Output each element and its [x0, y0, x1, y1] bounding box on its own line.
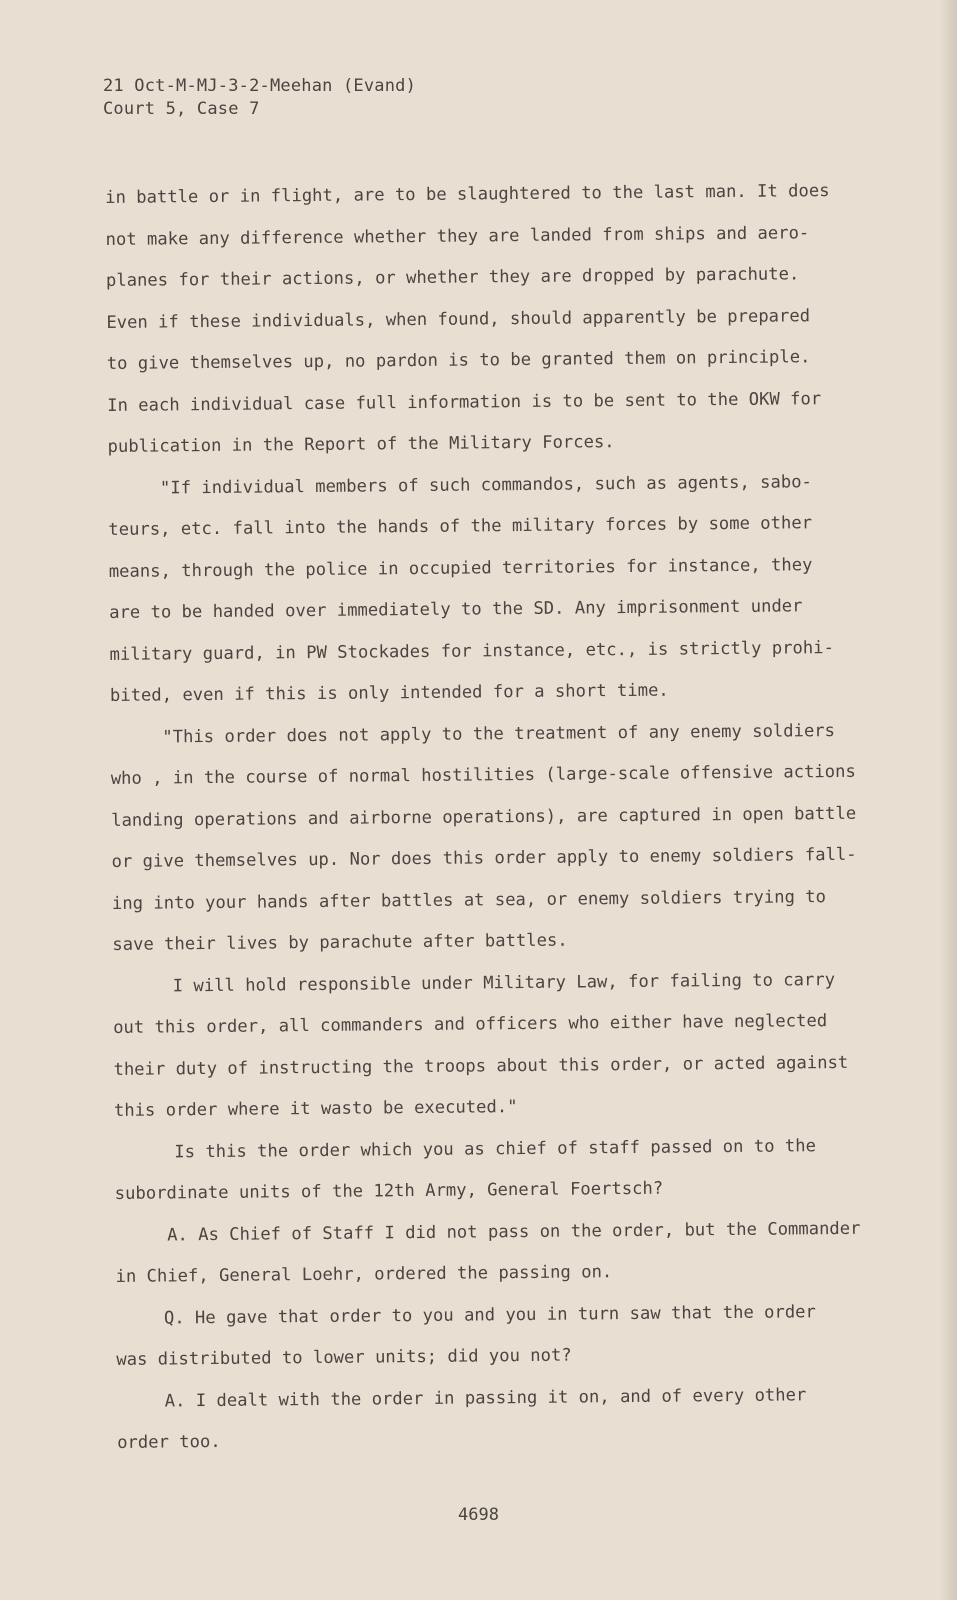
text-line: out this order, all commanders and officers who either have neglected	[113, 1011, 828, 1038]
text-line: their duty of instructing the troops about this order, or acted against	[113, 1052, 849, 1080]
text-line: military guard, in PW Stockades for instance, etc., is strictly prohi-	[109, 637, 834, 665]
text-line: In each individual case full information is to be sent to the OKW for	[107, 388, 822, 416]
page-edge-shadow	[939, 0, 957, 1600]
text-line: teurs, etc. fall into the hands of the military forces by some other	[108, 513, 813, 540]
text-line: I will hold responsible under Military Law, for failing to carry	[172, 969, 836, 996]
transcript-body	[105, 171, 887, 1465]
text-line: in Chief, General Loehr, ordered the passing on.	[115, 1262, 613, 1287]
text-line: publication in the Report of the Military Forces.	[107, 432, 615, 457]
text-line: A. As Chief of Staff I did not pass on the order, but the Commander	[167, 1218, 861, 1245]
text-line: "If individual members of such commandos, such as agents, sabo-	[159, 471, 812, 498]
text-line: subordinate units of the 12th Army, General Foertsch?	[114, 1178, 664, 1204]
text-line: was distributed to lower units; did you not?	[116, 1345, 572, 1370]
page-number: 4698	[458, 1505, 499, 1525]
text-line: bited, even if this is only intended for a short time.	[109, 680, 669, 706]
text-line: Even if these individuals, when found, should apparently be prepared	[106, 305, 811, 333]
text-line: who , in the course of normal hostilities (large-scale offensive actions	[110, 761, 856, 789]
text-line: in battle or in flight, are to be slaughtered to the last man. It does	[105, 181, 830, 208]
header-line-2: Court 5, Case 7	[103, 99, 260, 119]
text-line: are to be handed over immediately to the SD. Any imprisonment under	[109, 596, 803, 623]
text-line: "This order does not apply to the treatment of any enemy soldiers	[162, 720, 836, 747]
text-line: or give themselves up. Nor does this order apply to enemy soldiers fall-	[111, 844, 857, 872]
text-line: A. I dealt with the order in passing it on, and of every other	[164, 1384, 807, 1411]
text-line: not make any difference whether they are landed from ships and aero-	[105, 222, 810, 250]
text-line: save their lives by parachute after battles.	[112, 930, 568, 955]
document-header	[103, 75, 416, 121]
text-line: landing operations and airborne operations), are captured in open battle	[111, 803, 857, 831]
text-line: Is this the order which you as chief of staff passed on to the	[174, 1135, 816, 1162]
text-line: Q. He gave that order to you and you in turn saw that the order	[163, 1301, 816, 1328]
text-line: order too.	[117, 1431, 221, 1453]
text-line: means, through the police in occupied territories for instance, they	[108, 554, 813, 582]
text-line: planes for their actions, or whether they are dropped by parachute.	[105, 264, 800, 291]
text-line: this order where it wasto be executed."	[113, 1097, 518, 1121]
text-line: to give themselves up, no pardon is to be granted them on principle.	[106, 347, 811, 374]
header-line-1: 21 Oct-M-MJ-3-2-Meehan (Evand)	[103, 76, 417, 96]
text-line: ing into your hands after battles at sea, or enemy soldiers trying to	[111, 886, 827, 914]
